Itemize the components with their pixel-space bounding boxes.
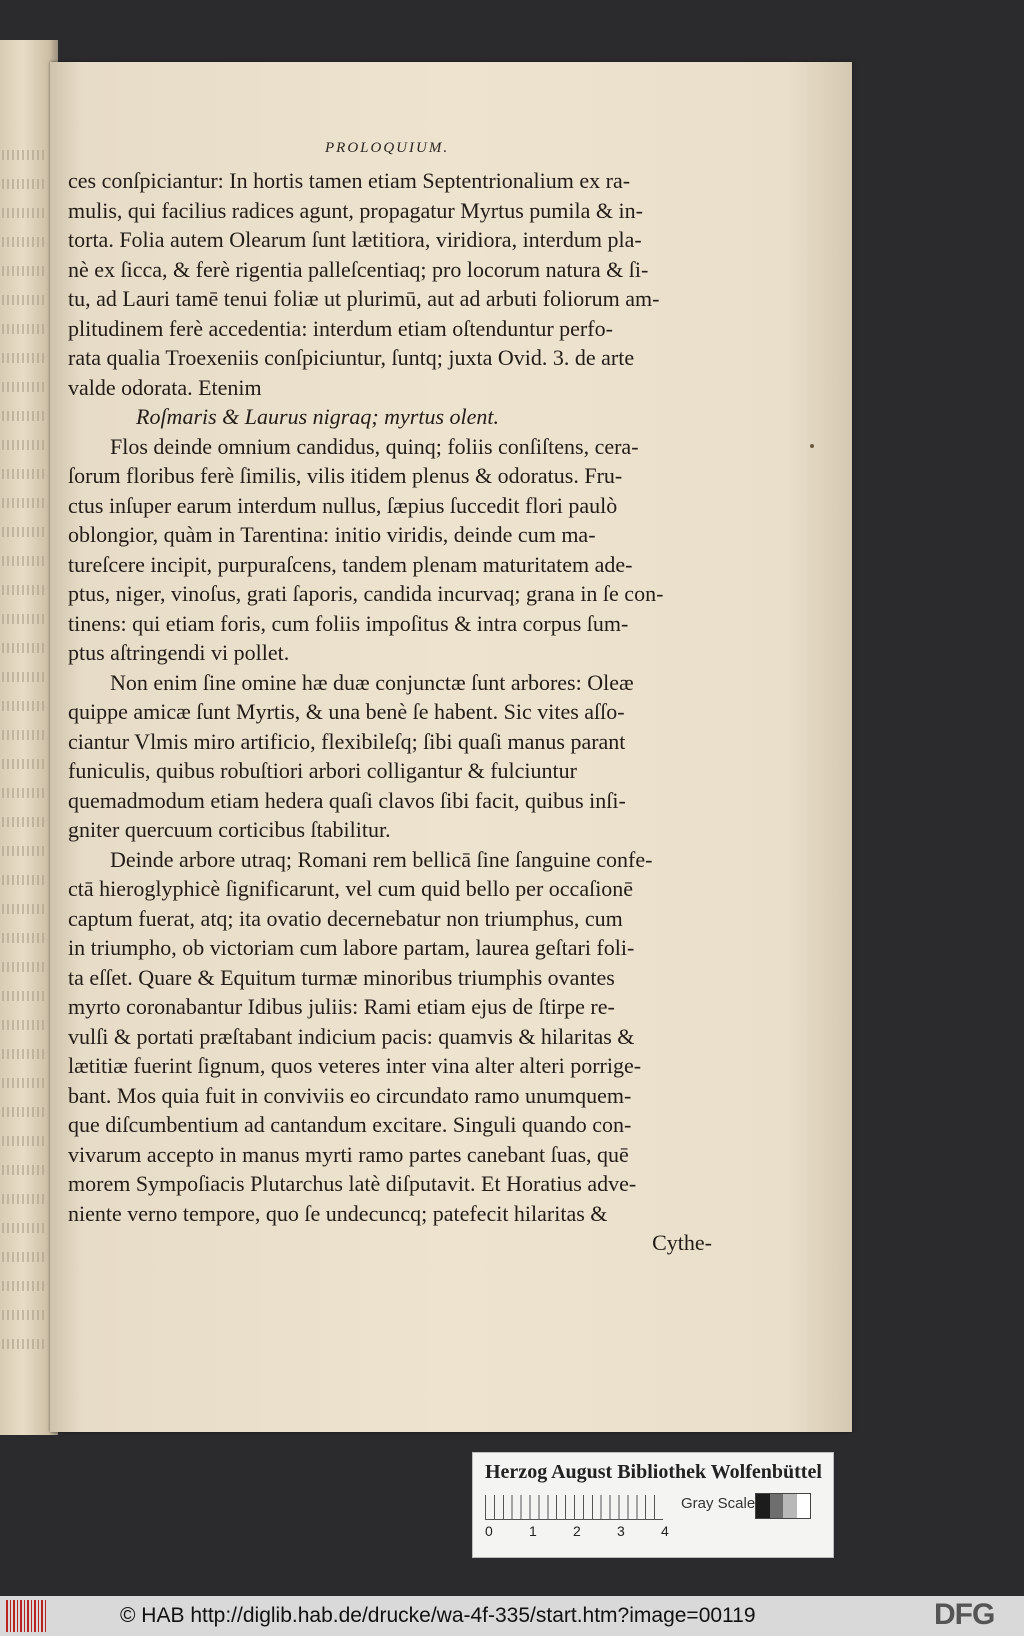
text-line: nè ex ſicca, & ferè rigentia palleſcentiaq; pro locorum natura & ſi- (68, 256, 649, 282)
text-line: que diſcumbentium ad cantandum excitare. Singuli quando con- (68, 1112, 632, 1137)
text-line: vivarum accepto in manus myrti ramo partes canebant ſuas, quē (68, 1141, 629, 1167)
facing-page-text-trace (2, 469, 46, 479)
text-line: ciantur Vlmis miro artificio, flexibileſq; ſibi quaſi manus parant (68, 728, 626, 754)
library-name: Herzog August Bibliothek Wolfenbüttel (485, 1461, 822, 1483)
facing-page-text-trace (2, 1107, 46, 1117)
facing-page-text-trace (2, 846, 46, 856)
facing-page-text-trace (2, 1049, 46, 1059)
facing-page-text-trace (2, 1136, 46, 1146)
facing-page-text-trace (2, 614, 46, 624)
text-line: Non enim ſine omine hæ duæ conjunctæ ſunt arbores: Oleæ (110, 669, 634, 695)
facing-page-text-trace (2, 1165, 46, 1175)
text-line: Deinde arbore utraq; Romani rem bellicā ſine ſanguine confe- (110, 846, 653, 872)
text-line: tinens: qui etiam foris, cum foliis impoſitus & intra corpus ſum- (68, 610, 629, 636)
dfg-logo: DFG (934, 1598, 995, 1631)
facing-page-text-trace (2, 208, 46, 218)
library-color-card (472, 1452, 834, 1558)
gray-scale-swatches (755, 1493, 811, 1519)
text-line: tureſcere incipit, purpuraſcens, tandem plenam maturitatem ade- (68, 551, 633, 577)
facing-page-text-trace (2, 1281, 46, 1291)
text-line: gniter quercuum corticibus ſtabilitur. (68, 817, 391, 842)
facing-page-text-trace (2, 904, 46, 914)
text-line: ſorum floribus ferè ſimilis, vilis itidem plenus & odoratus. Fru- (68, 463, 623, 488)
facing-page-text-trace (2, 1310, 46, 1320)
text-line: plitudinem ferè accedentia: interdum etiam oſtenduntur perfo- (68, 315, 613, 341)
gray-swatch (783, 1494, 797, 1518)
facing-page-text-trace (2, 237, 46, 247)
gray-swatch (770, 1494, 784, 1518)
body-text (68, 166, 716, 1258)
ruler-number: 1 (529, 1523, 537, 1539)
footer-bar (0, 1596, 1024, 1636)
ruler-number: 3 (617, 1523, 625, 1539)
facing-page-text-trace (2, 295, 46, 305)
facing-page-text-trace (2, 672, 46, 682)
facing-page-text-trace (2, 991, 46, 1001)
text-line: quemadmodum etiam hedera quaſi clavos ſibi facit, quibus inſi- (68, 787, 626, 813)
text-line: captum fuerat, atq; ita ovatio decernebatur non triumphus, cum (68, 905, 623, 931)
facing-page-text-trace (2, 759, 46, 769)
text-line: vulſi & portati præſtabant indicium pacis: quamvis & hilaritas & (68, 1023, 635, 1049)
text-line: ptus aſtringendi vi pollet. (68, 640, 290, 665)
facing-page-text-trace (2, 266, 46, 276)
text-line: in triumpho, ob victoriam cum labore partam, laurea geſtari foli- (68, 935, 635, 960)
gray-swatch (797, 1494, 811, 1518)
facing-page-text-trace (2, 556, 46, 566)
facing-page-text-trace (2, 353, 46, 363)
text-line: niente verno tempore, quo ſe undecuncq; patefecit hilaritas & (68, 1200, 608, 1226)
barcode-icon (6, 1600, 46, 1632)
text-line: ctus inſuper earum interdum nullus, ſæpius ſuccedit flori paulò (68, 492, 618, 518)
source-url[interactable]: © HAB http://diglib.hab.de/drucke/wa-4f-335/start.htm?image=00119 (120, 1604, 756, 1627)
text-line: Roſmaris & Laurus nigraq; myrtus olent. (136, 404, 500, 429)
facing-page-text-trace (2, 730, 46, 740)
facing-page-text-trace (2, 1020, 46, 1030)
facing-page-text-trace (2, 701, 46, 711)
text-line: ctā hieroglyphicè ſignificarunt, vel cum quid bello per occaſionē (68, 876, 634, 901)
text-line: bant. Mos quia fuit in conviviis eo circundato ramo unumquem- (68, 1082, 632, 1108)
facing-page-text-trace (2, 933, 46, 943)
facing-page-text-trace (2, 1078, 46, 1088)
text-line: rata qualia Troexeniis conſpiciuntur, ſuntq; juxta Ovid. 3. de arte (68, 345, 635, 370)
facing-page-text-trace (2, 382, 46, 392)
facing-page-text-trace (2, 1194, 46, 1204)
text-line: mulis, qui facilius radices agunt, propagatur Myrtus pumila & in- (68, 197, 643, 223)
gray-scale-label: Gray Scale (681, 1495, 756, 1512)
facing-page-text-trace (2, 643, 46, 653)
ruler-number: 0 (485, 1523, 493, 1539)
ruler-numbers (485, 1523, 675, 1543)
facing-page-text-trace (2, 324, 46, 334)
scale-ruler (485, 1495, 663, 1520)
text-line: torta. Folia autem Olearum ſunt lætitiora, viridiora, interdum pla- (68, 227, 642, 252)
text-line: oblongior, quàm in Tarentina: initio viridis, deinde cum ma- (68, 522, 596, 547)
ruler-number: 4 (661, 1523, 669, 1539)
facing-page-text-trace (2, 440, 46, 450)
facing-page-text-trace (2, 1223, 46, 1233)
text-line: funiculis, quibus robuſtiori arbori colligantur & fulciuntur (68, 758, 577, 783)
text-line: lætitiæ fuerint ſignum, quos veteres inter vina alter alteri porrige- (68, 1053, 642, 1078)
text-line: ptus, niger, vinoſus, grati ſaporis, candida incurvaq; grana in ſe con- (68, 581, 664, 606)
text-line: ces conſpiciantur: In hortis tamen etiam Septentrionalium ex ra- (68, 168, 631, 193)
gray-swatch (756, 1494, 770, 1518)
text-line: myrto coronabantur Idibus juliis: Rami etiam ejus de ſtirpe re- (68, 994, 615, 1019)
catchword: Cythe- (652, 1230, 712, 1255)
facing-page-text-trace (2, 1339, 46, 1349)
text-line: valde odorata. Etenim (68, 374, 262, 400)
text-line: Flos deinde omnium candidus, quinq; foliis conſiſtens, cera- (110, 433, 639, 459)
facing-page-text-trace (2, 411, 46, 421)
facing-page-text-trace (2, 962, 46, 972)
facing-page-text-trace (2, 179, 46, 189)
facing-page-text-trace (2, 150, 46, 160)
running-head: PROLOQUIUM. (325, 140, 450, 156)
facing-page-text-trace (2, 788, 46, 798)
ruler-number: 2 (573, 1523, 581, 1539)
facing-page-text-trace (2, 875, 46, 885)
text-line: quippe amicæ ſunt Myrtis, & una benè ſe habent. Sic vites aſſo- (68, 699, 625, 724)
facing-page-text-trace (2, 498, 46, 508)
ink-spot (810, 444, 814, 448)
text-line: morem Sympoſiacis Plutarchus latè diſputavit. Et Horatius adve- (68, 1171, 637, 1196)
facing-page-text-trace (2, 585, 46, 595)
facing-page-text-trace (2, 527, 46, 537)
text-line: tu, ad Lauri tamē tenui foliæ ut plurimū, aut ad arbuti foliorum am- (68, 286, 660, 311)
text-line: ta eſſet. Quare & Equitum turmæ minoribus triumphis ovantes (68, 964, 615, 990)
facing-page-text-trace (2, 1252, 46, 1262)
facing-page-text-trace (2, 817, 46, 827)
